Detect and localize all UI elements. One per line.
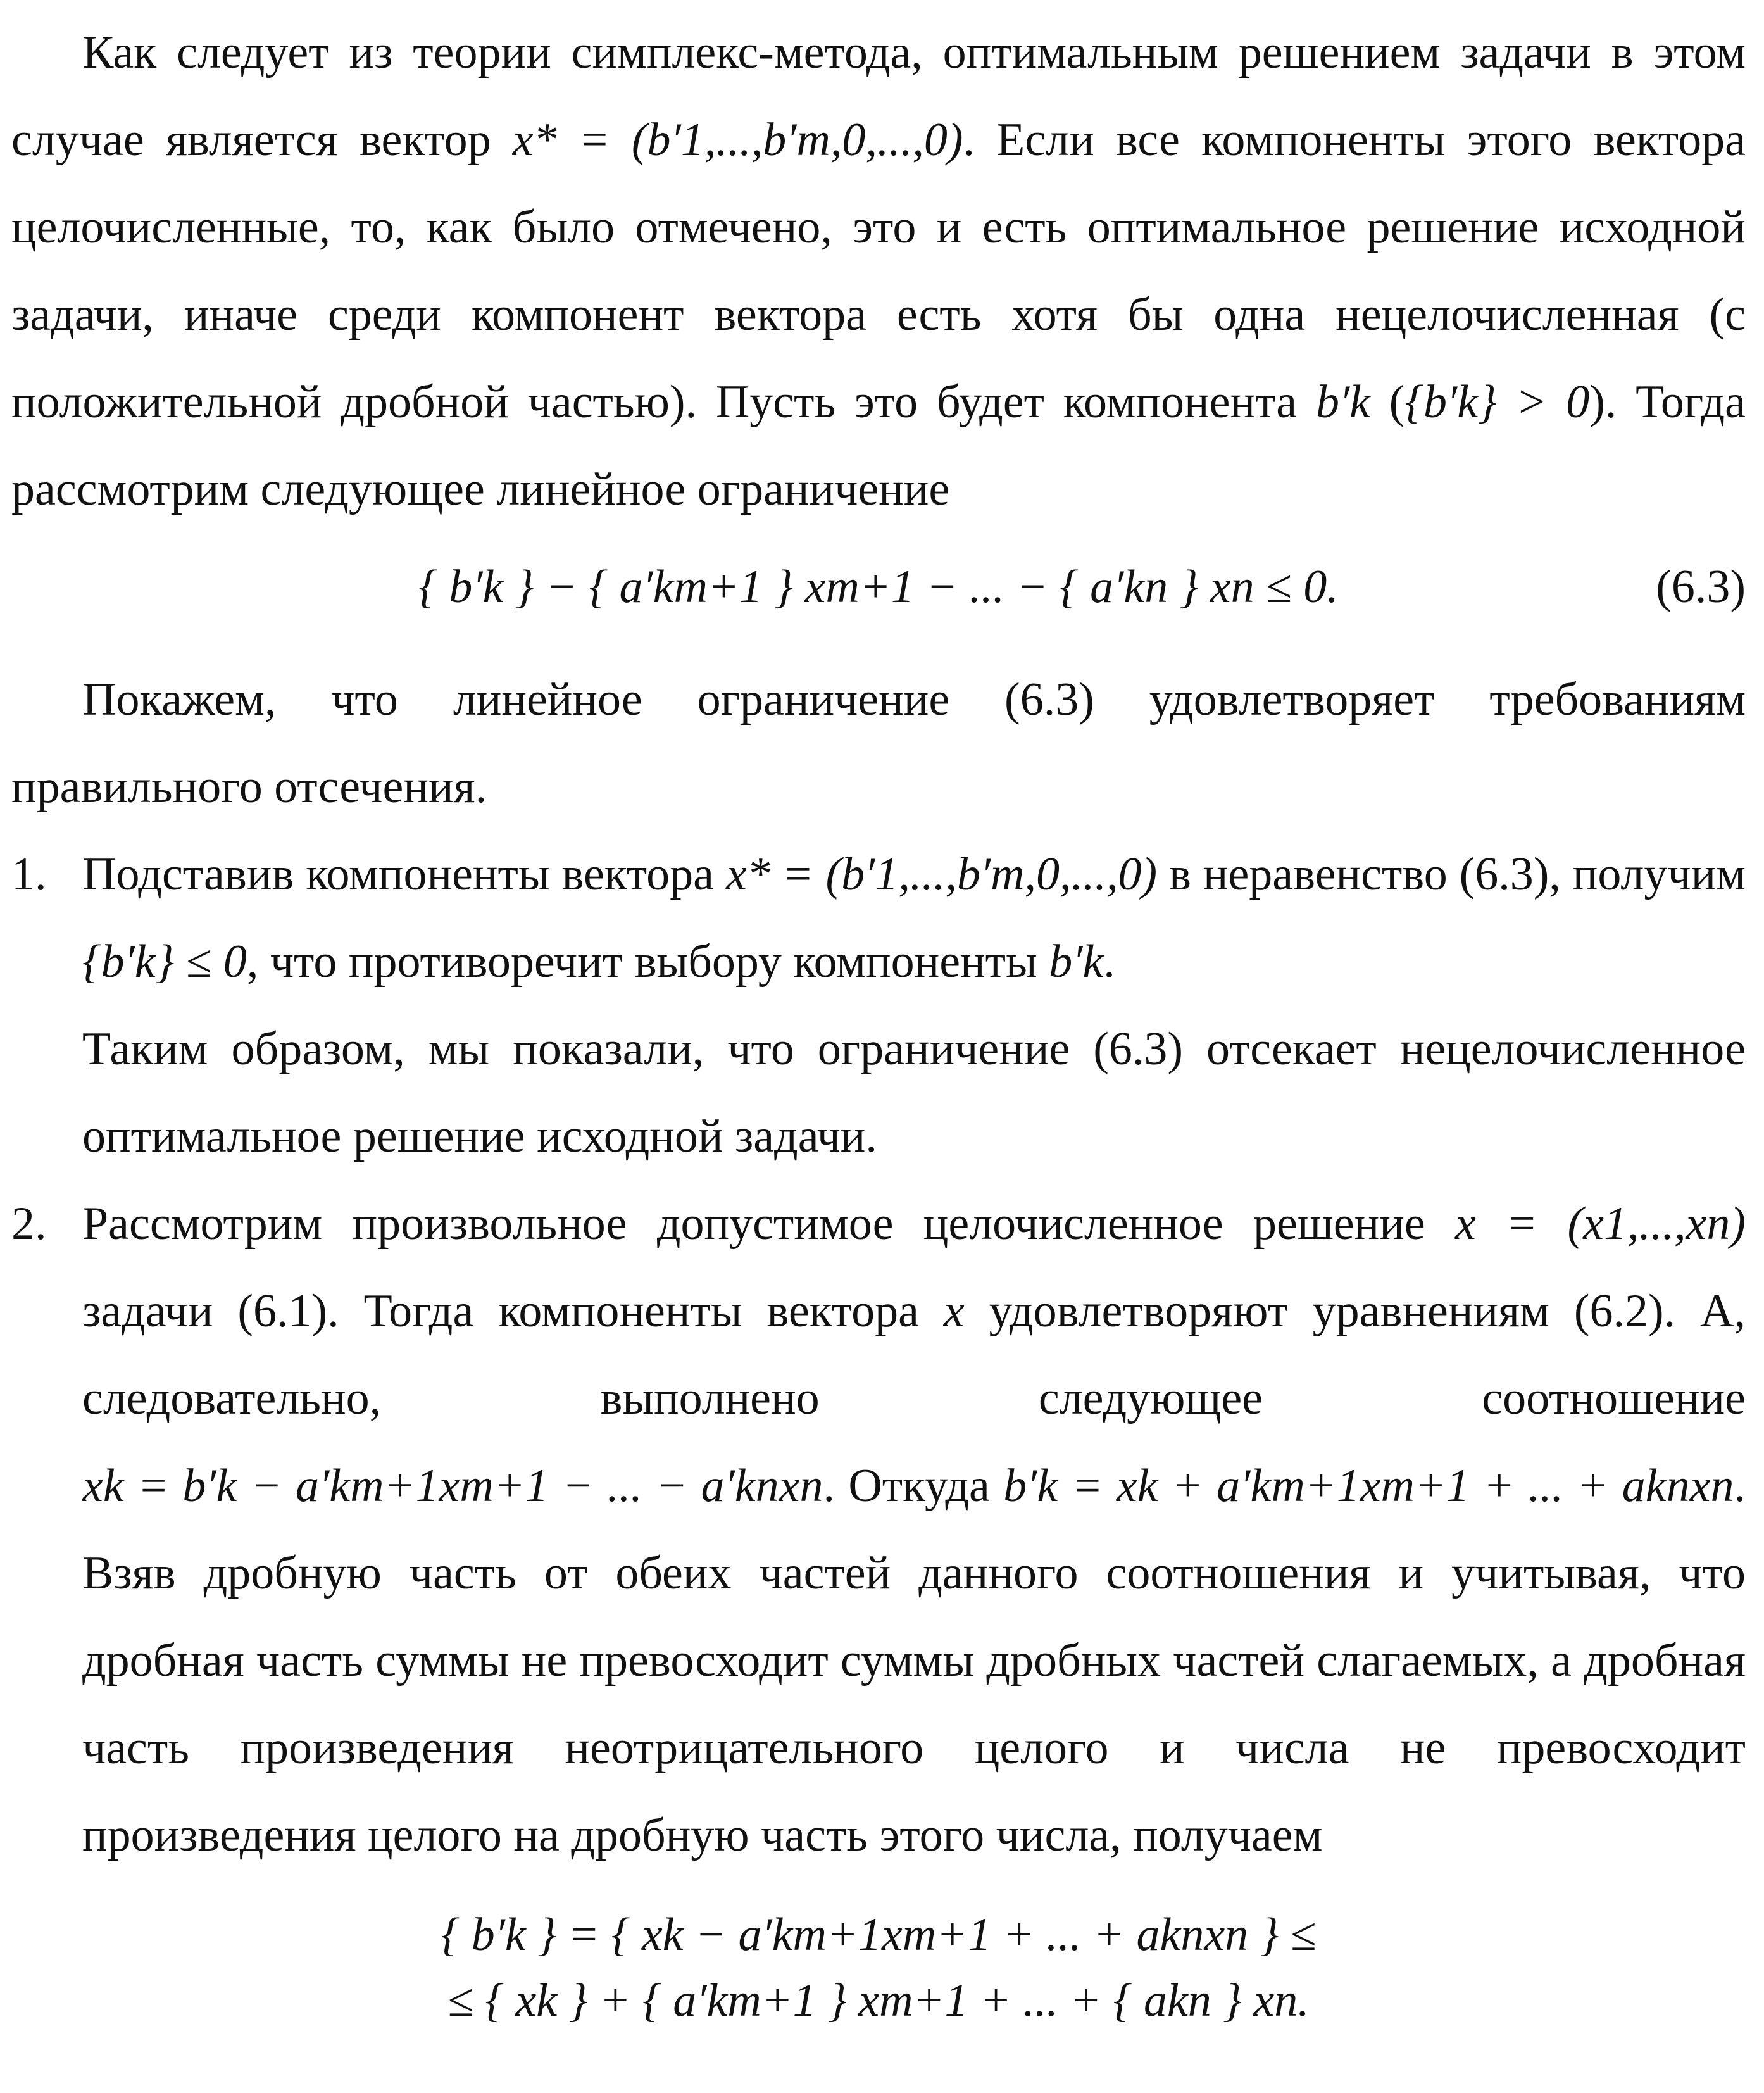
list-item-1-text-3: , что противоречит выбору компоненты (246, 936, 1049, 988)
list-item-1-conclusion: Таким образом, мы показали, что ограничение (6.3) отсекает нецелочисленное оптимальное решение исходной задачи. (82, 1023, 1746, 1162)
list-item-2-text-4: . Откуда (823, 1460, 1004, 1512)
fractional-part-positive-formula: {b′k} > 0 (1404, 376, 1590, 428)
list-item-2-text-2: задачи (6.1). Тогда компоненты вектора (82, 1285, 944, 1337)
list-item-2-text-1: Рассмотрим произвольное допустимое целочисленное решение (82, 1198, 1456, 1250)
list-item-2 (11, 1180, 1746, 1879)
document-page (11, 9, 1746, 2033)
paragraph-1-text-1: Как следует из теории симплекс-метода, оптимальным решением задачи в этом случае является вектор (11, 27, 1746, 166)
equation-6-3-formula: { b′k } − { a′km+1 } xm+1 − ... − { a′kn } xn ≤ 0. (418, 561, 1339, 613)
list-item-1 (11, 831, 1746, 1180)
paragraph-1 (11, 9, 1746, 533)
list-item-1-fraction-formula: {b′k} ≤ 0 (82, 936, 247, 988)
optimal-vector-formula: x* = (b′1,...,b′m,0,...,0) (512, 114, 963, 166)
component-bk-formula: b′k (1315, 376, 1370, 428)
paragraph-1-text-4: ). Тогда рассмотрим следующее линейное ограничение (11, 376, 1746, 515)
list-item-2-x-symbol: x (943, 1285, 965, 1337)
list-item-2-bk-formula: b′k = xk + a′km+1xm+1 + ... + aknxn (1003, 1460, 1734, 1512)
list-item-2-text-3: удовлетворяют уравнениям (6.2). А, следовательно, выполнено следующее соотношение (82, 1285, 1746, 1424)
list-item-2-xk-formula: xk = b′k − a′km+1xm+1 − ... − a′knxn (82, 1460, 823, 1512)
list-item-1-vector-formula: x* = (b′1,...,b′m,0,...,0) (725, 848, 1158, 900)
list-item-2-text (82, 1180, 1746, 1879)
paragraph-1-text-2: . Если все компоненты этого вектора целочисленные, то, как было отмечено, это и есть оптимальное решение исходной задачи, иначе среди компонент вектора есть хотя бы одна нецелочисленная (с положительной дробной частью). Пусть это будет компонента (11, 114, 1746, 428)
list-item-1-text-1: Подставив компоненты вектора (82, 848, 726, 900)
final-equation-line-2: ≤ { xk } + { a′km+1 } xm+1 + ... + { akn } xn. (447, 1975, 1310, 2027)
list-item-2-text-5: . Взяв дробную часть от обеих частей данного соотношения и учитывая, что дробная часть суммы не превосходит суммы дробных частей слагаемых, а дробная часть произведения неотрицательного целого и числа не превосходит произведения целого на дробную часть этого числа, получаем (82, 1460, 1746, 1861)
paragraph-2: Покажем, что линейное ограничение (6.3) удовлетворяет требованиям правильного отсечения. (11, 674, 1746, 813)
list-item-1-text (82, 831, 1746, 1005)
list-item-2-number: 2. (11, 1198, 47, 1250)
final-equation (11, 1902, 1746, 2033)
final-equation-line-1: { b′k } = { xk − a′km+1xm+1 + ... + aknxn } ≤ (441, 1909, 1317, 1961)
equation-6-3 (11, 539, 1746, 634)
list-item-1-number: 1. (11, 848, 47, 900)
list-item-1-text-4: . (1103, 936, 1115, 988)
equation-6-3-number: (6.3) (1656, 561, 1746, 613)
list-item-1-text-2: в неравенство (6.3), получим (1157, 848, 1746, 900)
paragraph-1-text-3: ( (1370, 376, 1405, 428)
list-item-2-solution-formula: x = (x1,...,xn) (1455, 1198, 1746, 1250)
list-item-1-component-formula: b′k (1049, 936, 1104, 988)
